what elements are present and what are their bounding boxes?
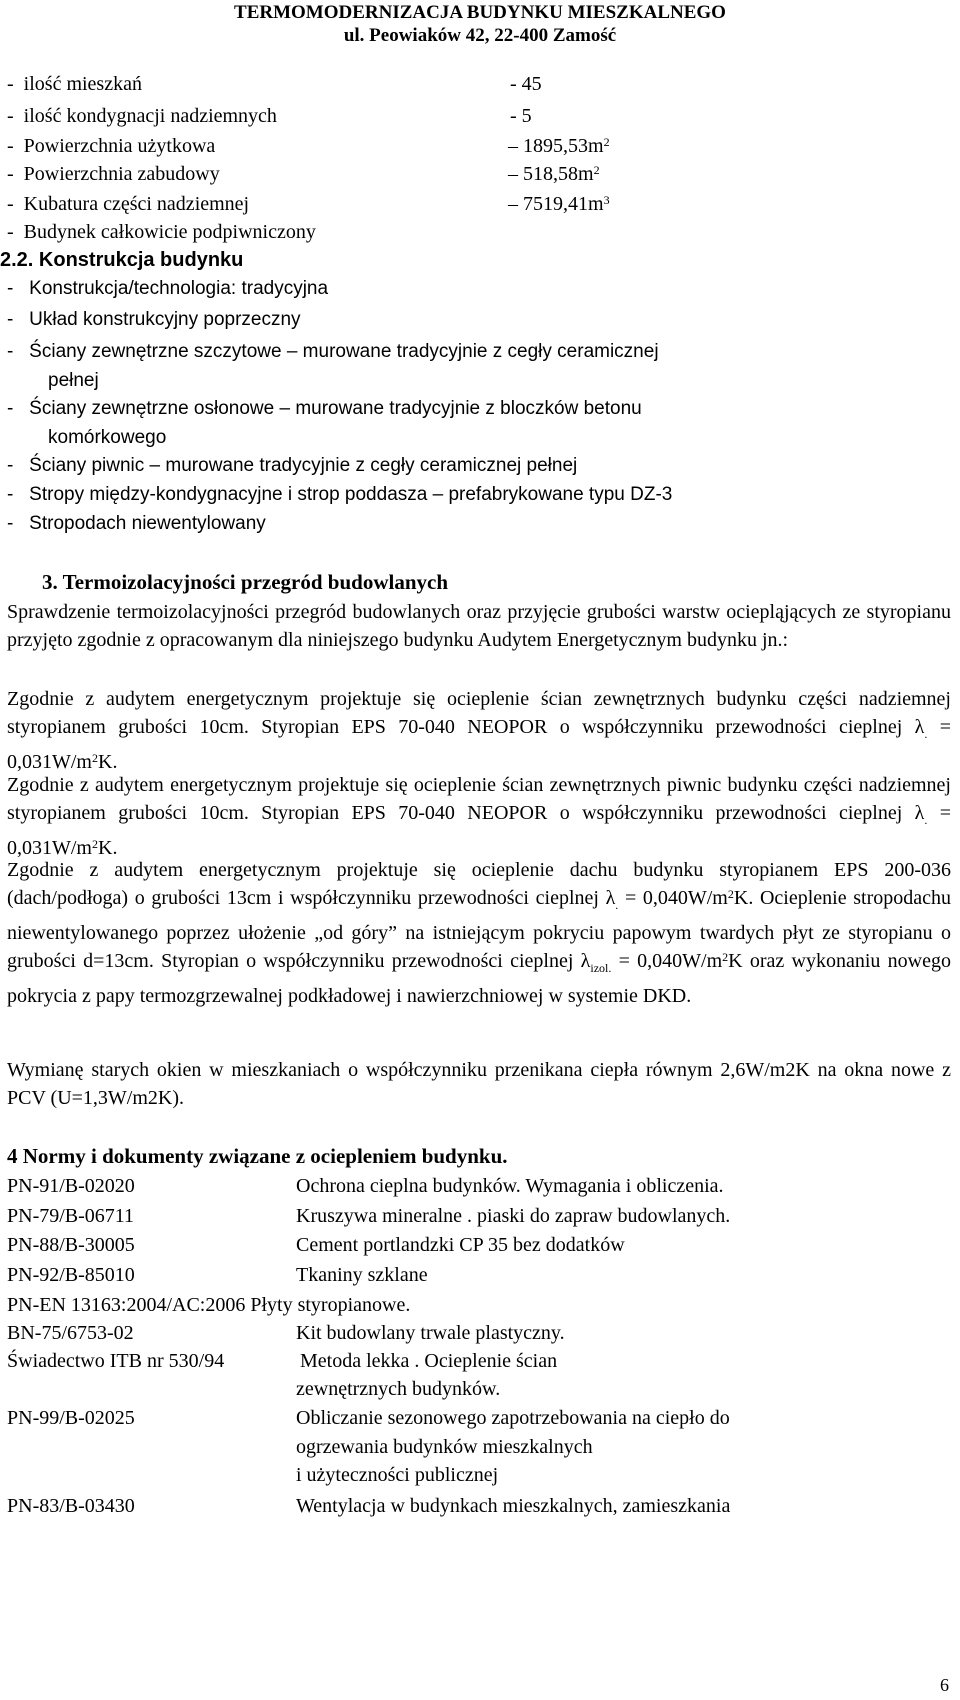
norm-description: Ochrona cieplna budynków. Wymagania i obliczenia. — [296, 1175, 724, 1197]
document-header-title: TERMOMODERNIZACJA BUDYNKU MIESZKALNEGO — [234, 2, 726, 23]
stat-value: - 5 — [510, 105, 532, 127]
stat-value: – $1895,53m^2$ — [508, 135, 610, 157]
list-item: - Konstrukcja/technologia: tradycyjna — [7, 278, 329, 299]
section-heading-norms: 4 Normy i dokumenty związane z ociepleniem budynku. — [7, 1144, 508, 1168]
norm-code: PN-88/B-30005 — [7, 1234, 135, 1256]
norm-description: Cement portlandzki CP 35 bez dodatków — [296, 1234, 625, 1256]
list-item: - Ściany zewnętrzne szczytowe – murowane tradycyjnie z cegły ceramicznej — [7, 341, 659, 362]
list-item: - Stropodach niewentylowany — [7, 513, 266, 534]
paragraph-basement-walls: Zgodnie z audytem energetycznym projektuje się ocieplenie ścian zewnętrznych piwnic budynku części nadziemnej styropianem grubości 10cm. Styropian EPS 70-040 NEOPOR o współczynniku przewodności cieplnej $\lambda_. = 0,031W/m^2K$. — [7, 774, 952, 859]
norm-code: PN-92/B-85010 — [7, 1264, 135, 1286]
norm-code: PN-83/B-03430 — [7, 1495, 135, 1517]
norm-code: PN-79/B-06711 — [7, 1205, 135, 1227]
list-item-continuation: pełnej — [48, 370, 99, 391]
norm-description: Kit budowlany trwale plastyczny. — [296, 1322, 565, 1344]
norm-description: zewnętrznych budynków. — [296, 1378, 501, 1400]
section-heading-construction: 2.2. Konstrukcja budynku — [0, 249, 244, 271]
norm-description: Wentylacja w budynkach mieszkalnych, zamieszkania — [296, 1495, 731, 1517]
norm-description: Obliczanie sezonowego zapotrzebowania na ciepło do — [296, 1407, 730, 1429]
stat-value: – $518,58m^2$ — [508, 163, 600, 185]
list-item: - Budynek całkowicie podpiwniczony — [7, 221, 316, 243]
list-item: - Ściany piwnic – murowane tradycyjnie z cegły ceramicznej pełnej — [7, 455, 578, 476]
paragraph-walls: Zgodnie z audytem energetycznym projektuje się ocieplenie ścian zewnętrznych budynku części nadziemnej styropianem grubości 10cm. Styropian EPS 70-040 NEOPOR o współczynniku przewodności cieplnej $\lambda_. = 0,031W/m^2K$. — [7, 688, 952, 773]
list-item: - Stropy między-kondygnacyjne i strop poddasza – prefabrykowane typu DZ-3 — [7, 484, 673, 505]
list-item-continuation: komórkowego — [48, 427, 167, 448]
page-number: 6 — [940, 1675, 949, 1695]
norm-code: Świadectwo ITB nr 530/94 — [7, 1350, 225, 1372]
norm-code: PN-99/B-02025 — [7, 1407, 135, 1429]
stat-value: - 45 — [510, 73, 542, 95]
norm-description: ogrzewania budynków mieszkalnych — [296, 1436, 593, 1458]
list-item: - Kubatura części nadziemnej — [7, 193, 250, 215]
list-item: - Układ konstrukcyjny poprzeczny — [7, 309, 301, 330]
stat-value: – $7519,41m^3$ — [508, 193, 610, 215]
norm-description: Metoda lekka . Ocieplenie ścian — [300, 1350, 558, 1372]
norm-description: Kruszywa mineralne . piaski do zapraw budowlanych. — [296, 1205, 731, 1227]
list-item: - Powierzchnia zabudowy — [7, 163, 220, 185]
document-header-address: ul. Peowiaków 42, 22-400 Zamość — [343, 25, 617, 46]
norm-description: Tkaniny szklane — [296, 1264, 428, 1286]
section-heading-thermal: 3. Termoizolacyjności przegród budowlanych — [42, 570, 449, 594]
paragraph-roof: Zgodnie z audytem energetycznym projektuje się ocieplenie dachu budynku styropianem EPS 200-036 (dach/podłoga) o grubości 13cm i współczynniku przewodności cieplnej $\lambda_. = 0,040W/m^2K$. Ocieplenie stropodachu niewentylowanego poprzez ułożenie „od góry” na istniejącym pokryciu papowym twardych płyt ze styropianu o grubości d=13cm. Styropian o współczynniku przewodności cieplnej $\lambda_{izol.} = 0,040W/m^2K$ oraz wykonaniu nowego pokrycia z papy termozgrzewalnej podkładowej i nawierzchniowej w systemie DKD. — [7, 859, 951, 1007]
list-item: - Powierzchnia użytkowa — [7, 135, 216, 157]
paragraph-intro: Sprawdzenie termoizolacyjności przegród budowlanych oraz przyjęcie grubości warstw ociepląjących ze styropianu przyjęto zgodnie z opracowanym dla niniejszego budynku Audytem Energetycznym budynku jn.: — [7, 601, 951, 651]
norm-description: i użyteczności publicznej — [296, 1464, 499, 1486]
norm-code: PN-91/B-02020 — [7, 1175, 135, 1197]
list-item: - Ściany zewnętrzne osłonowe – murowane tradycyjnie z bloczków betonu — [7, 398, 642, 419]
list-item: - ilość kondygnacji nadziemnych — [7, 105, 277, 127]
list-item: - ilość mieszkań — [7, 73, 142, 95]
norm-code: BN-75/6753-02 — [7, 1322, 134, 1344]
paragraph-windows: Wymianę starych okien w mieszkaniach o współczynniku przenikana ciepła równym 2,6W/m2K na okna nowe z PCV (U=1,3W/m2K). — [7, 1059, 951, 1109]
norm-code: PN-EN 13163:2004/AC:2006 Płyty styropianowe. — [7, 1294, 411, 1316]
